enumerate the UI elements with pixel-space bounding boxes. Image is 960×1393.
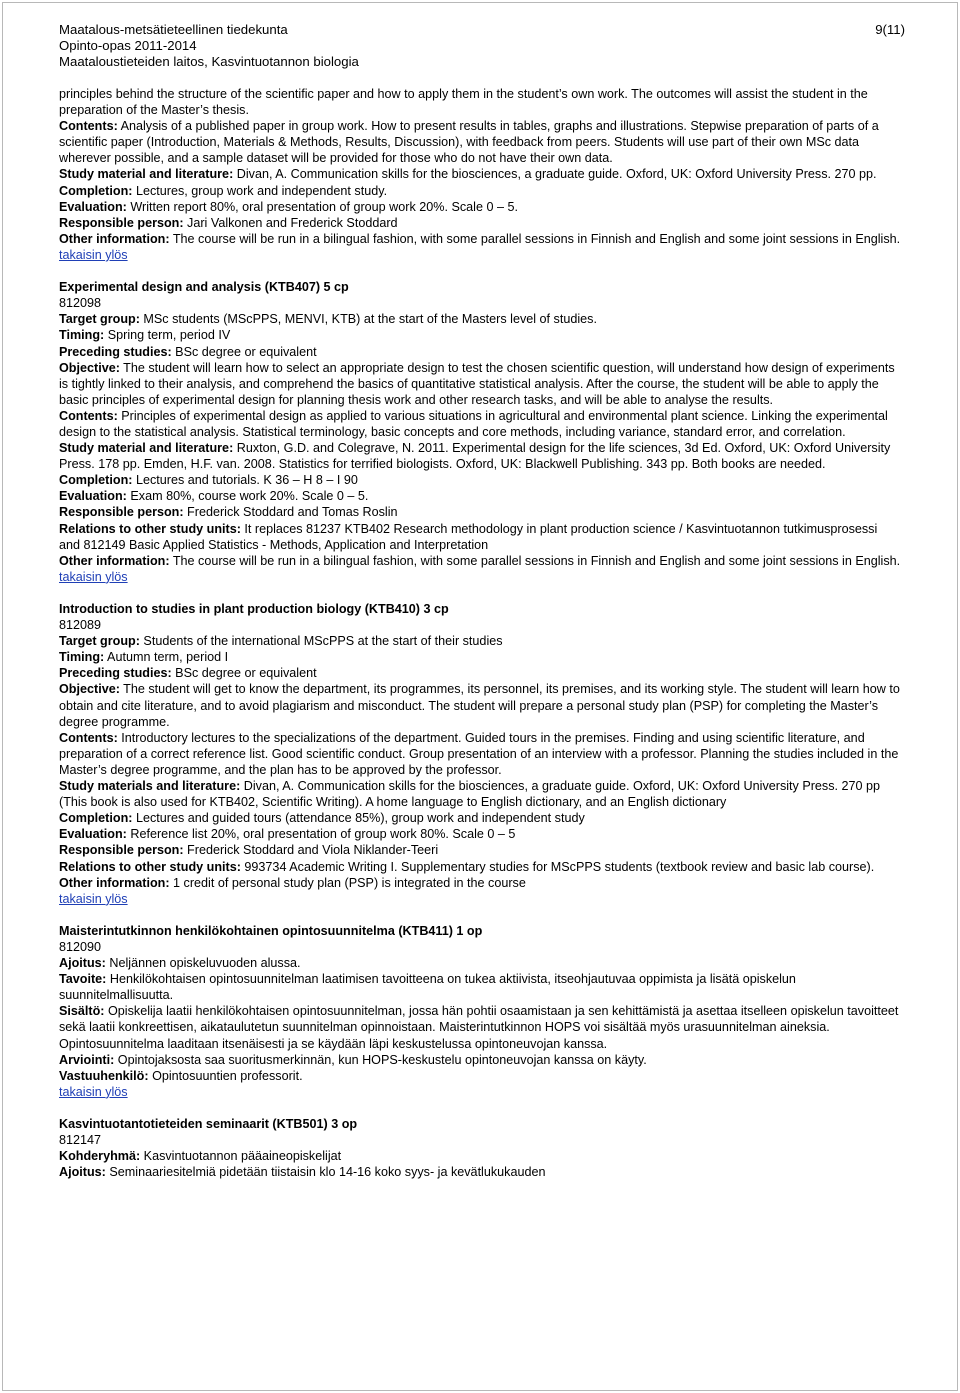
field-label: Target group:: [59, 634, 140, 649]
field-label: Completion:: [59, 473, 133, 488]
course-code: 812147: [59, 1133, 102, 1148]
field-label: Preceding studies:: [59, 666, 172, 681]
page-header: [59, 22, 905, 71]
field-value: Analysis of a published paper in group work. How to present results in tables, graphs and illustrations. Stepwise preparation of parts of a scientific paper (Introduction, Materials & Methods, Results, Discussion), with feedback from peers. Students will use part of their own MSc data wherever possible, and a sample dataset will be provided for those who do not have their own data.: [59, 119, 879, 166]
field-label: Objective:: [59, 682, 120, 697]
contents: [59, 408, 901, 440]
field-label: Objective:: [59, 360, 120, 375]
field-label: Vastuuhenkilö:: [59, 1068, 149, 1083]
course-code: 812089: [59, 618, 102, 633]
completion: [59, 810, 901, 826]
other-info: [59, 875, 901, 891]
field-label: Ajoitus:: [59, 1165, 106, 1180]
field-value: Lectures and guided tours (attendance 85%), group work and independent study: [132, 811, 585, 826]
field-label: Timing:: [59, 328, 105, 343]
field-label: Responsible person:: [59, 215, 184, 230]
field-value: Opintosuuntien professorit.: [148, 1068, 303, 1083]
field-label: Responsible person:: [59, 843, 184, 858]
study-material: [59, 778, 901, 810]
course-title: Kasvintuotantotieteiden seminaarit (KTB501) 3 op: [59, 1117, 358, 1131]
faculty-name: Maatalous-metsätieteellinen tiedekunta: [59, 22, 288, 37]
field-label: Tavoite:: [59, 972, 107, 987]
objective: [59, 360, 901, 408]
field-label: Study material and literature:: [59, 441, 234, 456]
contents: [59, 730, 901, 778]
field-value: Autumn term, period I: [104, 650, 229, 665]
document-body: [59, 86, 901, 1180]
field-value: The student will get to know the department, its programmes, its personnel, its premises, and its working style. The student will learn how to obtain and cite literature, and to avoid plagiarism and misconduct. The student will prepare a personal study plan (PSP) for completing the Master’s degree programme.: [59, 682, 900, 729]
responsible-person: [59, 842, 901, 858]
field-label: Study material and literature:: [59, 167, 234, 182]
field-value: 1 credit of personal study plan (PSP) is integrated in the course: [169, 875, 526, 890]
back-to-top-link[interactable]: takaisin ylös: [59, 1084, 128, 1099]
tavoite: [59, 971, 901, 1003]
objective: [59, 681, 901, 729]
kohderyhma: [59, 1148, 901, 1164]
field-value: Ruxton, G.D. and Colegrave, N. 2011. Experimental design for the life sciences, 3d Ed. Oxford, UK: Oxford University Press. 178 pp. Emden, H.F. van. 2008. Statistics for terrified biologists. Oxford, UK: Blackwell Publishing. 343 pp. Both books are needed.: [59, 441, 891, 472]
field-value: MSc students (MScPPS, MENVI, KTB) at the start of the Masters level of studies.: [139, 312, 597, 327]
field-label: Completion:: [59, 183, 133, 198]
field-label: Evaluation:: [59, 199, 127, 214]
field-value: Opintojaksosta saa suoritusmerkinnän, kun HOPS-keskustelu opintoneuvojan kanssa on käyty.: [114, 1052, 647, 1067]
intro-completion: [59, 183, 901, 199]
field-value: BSc degree or equivalent: [171, 666, 317, 681]
field-label: Completion:: [59, 811, 133, 826]
field-label: Contents:: [59, 730, 118, 745]
field-value: It replaces 81237 KTB402 Research methodology in plant production science / Kasvintuotannon tutkimusprosessi and 812149 Basic Applied Statistics - Methods, Application and Interpretation: [59, 521, 878, 552]
relations: [59, 521, 901, 553]
course-code: 812098: [59, 296, 102, 311]
course-title: Introduction to studies in plant production biology (KTB410) 3 cp: [59, 602, 449, 616]
field-value: Seminaariesitelmiä pidetään tiistaisin klo 14-16 koko syys- ja kevätlukukauden: [105, 1165, 546, 1180]
course-code: 812090: [59, 939, 102, 954]
field-label: Evaluation:: [59, 489, 127, 504]
field-label: Timing:: [59, 650, 105, 665]
course-ktb410: [59, 601, 901, 907]
field-label: Kohderyhmä:: [59, 1149, 141, 1164]
completion: [59, 472, 901, 488]
field-label: Evaluation:: [59, 827, 127, 842]
field-value: BSc degree or equivalent: [171, 344, 317, 359]
field-value: Spring term, period IV: [104, 328, 231, 343]
field-label: Contents:: [59, 119, 118, 134]
vastuuhenkilo: [59, 1068, 901, 1084]
intro-contents: [59, 118, 901, 166]
field-value: The course will be run in a bilingual fashion, with some parallel sessions in Finnish and English and some joint sessions in English.: [169, 231, 901, 246]
target-group: [59, 633, 901, 649]
arviointi: [59, 1052, 901, 1068]
intro-other-info: [59, 231, 901, 247]
field-value: Opiskelija laatii henkilökohtaisen opintosuunnitelman, jossa hän pohtii osaamistaan ja sen kehittämistä ja asettaa itselleen opiskelun tavoitteet sekä laatii konkreettisen, aikataulutetun suunnitelman opinnoistaan. Maisterintutkinnon HOPS voi sisältää myös urasuunnitelman aineksia. Opintosuunnitelma laaditaan itsenäisesti ja se käydään läpi keskustelussa opintoneuvojan kanssa.: [59, 1004, 899, 1051]
evaluation: [59, 488, 901, 504]
target-group: [59, 311, 901, 327]
field-value: Neljännen opiskeluvuoden alussa.: [105, 956, 301, 971]
course-ktb411: [59, 923, 901, 1100]
field-value: Divan, A. Communication skills for the biosciences, a graduate guide. Oxford, UK: Oxford University Press. 270 pp.: [233, 167, 877, 182]
back-to-top-link[interactable]: takaisin ylös: [59, 247, 128, 262]
page-number: 9(11): [875, 22, 905, 37]
study-material: [59, 440, 901, 472]
field-label: Study materials and literature:: [59, 779, 241, 794]
preceding-studies: [59, 665, 901, 681]
field-label: Preceding studies:: [59, 344, 172, 359]
relations: [59, 859, 901, 875]
intro-continuation: principles behind the structure of the scientific paper and how to apply them in the student’s own work. The outcomes will assist the student in the preparation of the Master’s thesis.: [59, 87, 868, 118]
ajoitus: [59, 955, 901, 971]
field-value: Jari Valkonen and Frederick Stoddard: [183, 215, 398, 230]
evaluation: [59, 826, 901, 842]
intro-responsible: [59, 215, 901, 231]
field-value: Henkilökohtaisen opintosuunnitelman laatimisen tavoitteena on tukea aktiivista, itseohjautuvaa oppimista ja lisätä opiskelun suunnitelmallisuutta.: [59, 972, 796, 1003]
field-label: Other information:: [59, 875, 170, 890]
course-intro-section: [59, 86, 901, 263]
field-value: Reference list 20%, oral presentation of group work 80%. Scale 0 – 5: [126, 827, 516, 842]
field-value: Principles of experimental design as applied to various situations in agricultural and environmental plant science. Linking the experimental design to the statistical analysis. Statistical terminology, basic concepts and core methods, including variance, standard error, and correlation.: [59, 408, 888, 439]
intro-study-material: [59, 166, 901, 182]
field-value: Frederick Stoddard and Tomas Roslin: [183, 505, 398, 520]
field-value: Divan, A. Communication skills for the biosciences, a graduate guide. Oxford, UK: Oxford University Press. 270 pp (This book is also used for KTB402, Scientific Writing). A home language to English dictionary, and an English dictionary: [59, 779, 881, 810]
responsible-person: [59, 504, 901, 520]
field-value: Students of the international MScPPS at the start of their studies: [139, 634, 503, 649]
field-label: Arviointi:: [59, 1052, 115, 1067]
field-label: Other information:: [59, 553, 170, 568]
timing: [59, 327, 901, 343]
field-value: The course will be run in a bilingual fashion, with some parallel sessions in Finnish and English and some joint sessions in English.: [169, 553, 901, 568]
course-ktb501: [59, 1116, 901, 1180]
back-to-top-link[interactable]: takaisin ylös: [59, 569, 128, 584]
field-label: Relations to other study units:: [59, 859, 241, 874]
field-label: Other information:: [59, 231, 170, 246]
field-value: Introductory lectures to the specializations of the department. Guided tours in the premises. Finding and using scientific literature, and preparation of a correct reference list. Good scientific conduct. Group presentation of an interview with a professor. Planning the studies included in the Master’s degree programme, and the plan has to be approved by the professor.: [59, 730, 899, 777]
preceding-studies: [59, 344, 901, 360]
course-ktb407: [59, 279, 901, 585]
field-value: 993734 Academic Writing I. Supplementary studies for MScPPS students (textbook review and basic lab course).: [240, 859, 875, 874]
guide-title: Opinto-opas 2011-2014: [59, 38, 197, 54]
course-title: Maisterintutkinnon henkilökohtainen opintosuunnitelma (KTB411) 1 op: [59, 923, 483, 938]
field-value: Kasvintuotannon pääaineopiskelijat: [140, 1149, 342, 1164]
field-label: Responsible person:: [59, 505, 184, 520]
ajoitus: [59, 1164, 901, 1180]
course-title: Experimental design and analysis (KTB407) 5 cp: [59, 280, 349, 295]
intro-evaluation: [59, 199, 901, 215]
field-value: The student will learn how to select an appropriate design to test the chosen scientific question, will understand how design of experiments is tightly linked to their analysis, and comprehend the basics of quantitative statistical analysis. After the course, the student will be able to apply the basic principles of experimental design for planning thesis work and other research tasks, and will be able to analyse the results.: [59, 360, 895, 407]
field-value: Lectures and tutorials. K 36 – H 8 – I 90: [132, 473, 358, 488]
field-label: Sisältö:: [59, 1004, 105, 1019]
field-value: Exam 80%, course work 20%. Scale 0 – 5.: [126, 489, 369, 504]
field-value: Written report 80%, oral presentation of group work 20%. Scale 0 – 5.: [126, 199, 518, 214]
other-info: [59, 553, 901, 569]
back-to-top-link[interactable]: takaisin ylös: [59, 891, 128, 906]
field-label: Relations to other study units:: [59, 521, 241, 536]
sisalto: [59, 1003, 901, 1051]
department-name: Maataloustieteiden laitos, Kasvintuotannon biologia: [59, 54, 359, 70]
field-value: Lectures, group work and independent study.: [132, 183, 388, 198]
field-label: Ajoitus:: [59, 956, 106, 971]
timing: [59, 649, 901, 665]
field-label: Contents:: [59, 408, 118, 423]
field-label: Target group:: [59, 312, 140, 327]
field-value: Frederick Stoddard and Viola Niklander-Teeri: [183, 843, 439, 858]
